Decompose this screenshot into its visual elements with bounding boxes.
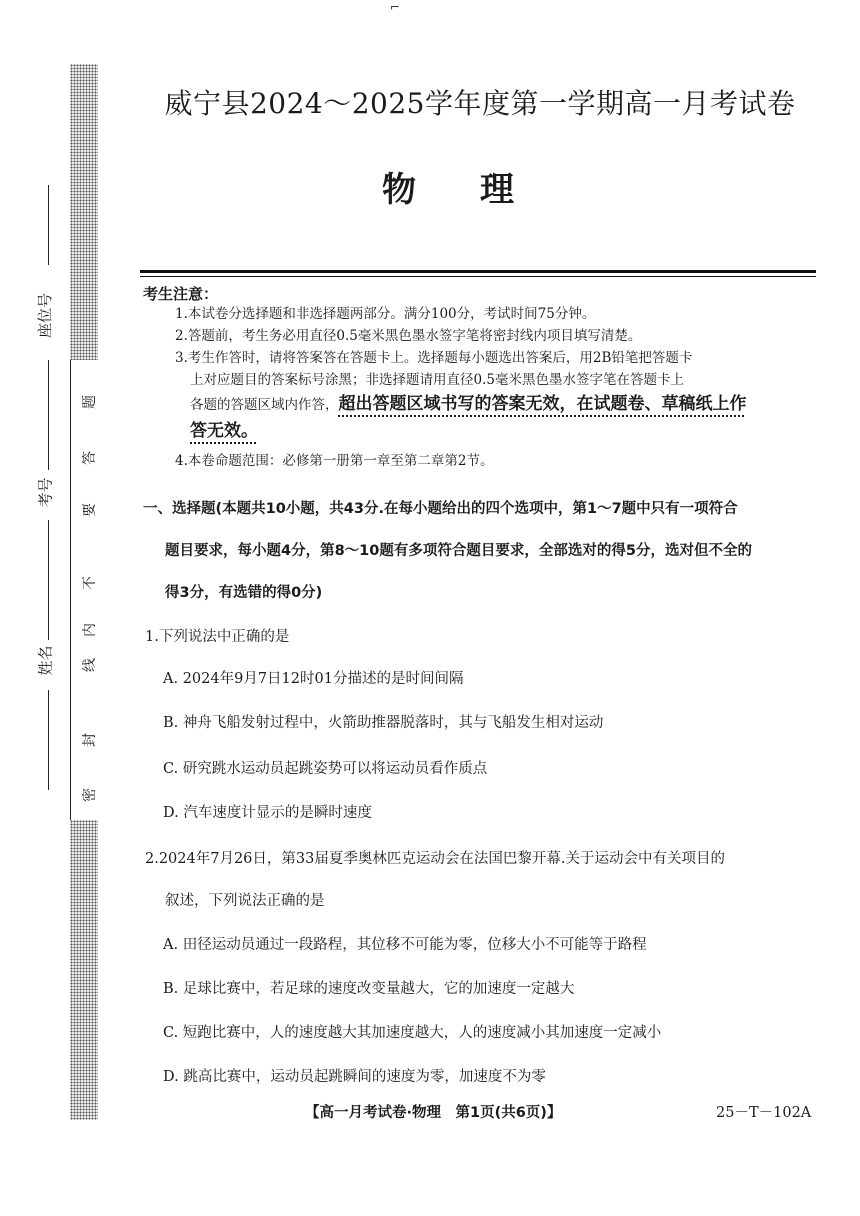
section-heading-cont: 题目要求，每小题4分，第8～10题有多项符合题目要求，全部选对的得5分，选对但不全的	[165, 543, 752, 559]
name-label: 姓名	[36, 645, 55, 676]
exam-no-line	[48, 360, 49, 470]
notice-emphasis: 答无效。	[190, 421, 258, 441]
page-footer: 【高一月考试卷·物理 第1页(共6页)】	[305, 1105, 562, 1121]
warning-char: 密	[82, 788, 98, 802]
page-top-mark: ⌐	[390, 0, 401, 14]
notice-item-line	[190, 393, 830, 416]
question-stem-cont: 叙述，下列说法正确的是	[165, 893, 325, 909]
name-line	[48, 690, 49, 790]
binding-dots-lower	[70, 820, 98, 1120]
binding-edge-line	[70, 360, 71, 820]
section-heading: 一、选择题(本题共10小题，共43分.在每小题给出的四个选项中，第1～7题中只有一项符合	[143, 501, 738, 517]
option-b: B. 神舟飞船发射过程中，火箭助推器脱落时，其与飞船发生相对运动	[163, 715, 604, 731]
seat-line	[48, 185, 49, 265]
warning-char: 不	[82, 576, 98, 590]
warning-char: 内	[82, 623, 98, 637]
warning-char: 答	[82, 451, 98, 465]
notice-emphasis: 超出答题区域书写的答案无效，在试题卷、草稿纸上作	[338, 394, 747, 414]
option-a: A. 田径运动员通过一段路程，其位移不可能为零，位移大小不可能等于路程	[163, 937, 647, 953]
header-rule-thin	[140, 276, 816, 277]
option-b: B. 足球比赛中，若足球的速度改变量越大，它的加速度一定越大	[163, 981, 575, 997]
option-c: C. 研究跳水运动员起跳姿势可以将运动员看作质点	[163, 761, 488, 777]
binding-warning	[79, 360, 99, 820]
header-rule-thick	[140, 270, 816, 273]
warning-char: 要	[82, 503, 98, 517]
exam-title: 威宁县2024～2025学年度第一学期高一月考试卷	[164, 87, 796, 120]
notice-item: 1.本试卷分选择题和非选择题两部分。满分100分，考试时间75分钟。	[175, 306, 596, 322]
notice-item-line	[190, 420, 830, 443]
notice-item: 4.本卷命题范围：必修第一册第一章至第二章第2节。	[175, 453, 494, 469]
binding-dots-upper	[70, 64, 98, 360]
option-d: D. 跳高比赛中，运动员起跳瞬间的速度为零，加速度不为零	[163, 1069, 546, 1085]
notice-text: 各题的答题区域内作答，	[190, 397, 339, 413]
subject-title: 物理	[382, 170, 578, 210]
option-d: D. 汽车速度计显示的是瞬时速度	[163, 805, 372, 821]
name-line-upper	[48, 520, 49, 640]
warning-char: 线	[82, 658, 98, 672]
section-heading-cont: 得3分，有选错的得0分)	[165, 585, 323, 601]
notice-item: 上对应题目的答案标号涂黑；非选择题请用直径0.5毫米黑色墨水签字笔在答题卡上	[190, 372, 684, 388]
question-stem: 2.2024年7月26日，第33届夏季奥林匹克运动会在法国巴黎开幕.关于运动会中有关项目的	[145, 851, 725, 867]
option-a: A. 2024年9月7日12时01分描述的是时间间隔	[163, 671, 464, 687]
seat-label: 座位号	[36, 292, 55, 339]
notice-item: 2.答题前，考生务必用直径0.5毫米黑色墨水签字笔将密封线内项目填写清楚。	[175, 328, 642, 344]
notice-item: 3.考生作答时，请将答案答在答题卡上。选择题每小题选出答案后，用2B铅笔把答题卡	[175, 350, 693, 366]
exam-no-label: 考号	[36, 477, 55, 508]
warning-char: 题	[82, 395, 98, 409]
notice-title: 考生注意：	[143, 285, 219, 303]
option-c: C. 短跑比赛中，人的速度越大其加速度越大，人的速度减小其加速度一定减小	[163, 1025, 662, 1041]
question-stem: 1.下列说法中正确的是	[145, 629, 290, 645]
paper-code: 25－T－102A	[716, 1105, 812, 1121]
warning-char: 封	[82, 733, 98, 747]
